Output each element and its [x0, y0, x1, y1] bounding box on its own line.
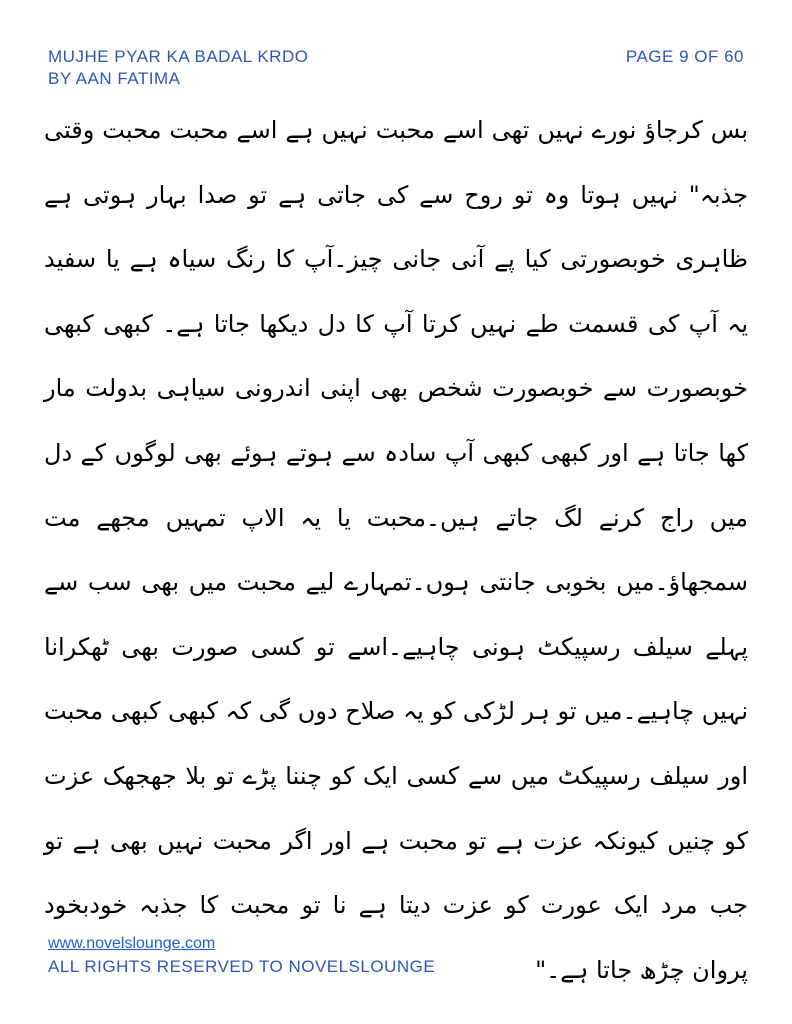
document-header-left: [48, 46, 308, 90]
author-line: BY AAN FATIMA: [48, 69, 181, 88]
novel-title: MUJHE PYAR KA BADAL KRDO: [48, 47, 309, 66]
rights-reserved-notice: ALL RIGHTS RESERVED TO NOVELSLOUNGE: [48, 957, 436, 976]
website-link[interactable]: www.novelslounge.com: [48, 935, 216, 952]
page-number: PAGE 9 OF 60: [625, 47, 744, 66]
novel-body-paragraph: بس کرجاؤ نورے نہیں تھی اسے محبت نہیں ہے اسے محبت محبت وقتی جذبہ" نہیں ہوتا وہ تو روح سے کی جاتی ہے تو صدا بہار ہوتی ہے ظاہری خوبصورتی کیا پے آنی جانی چیز۔آپ کا رنگ سیاہ ہے یا سفید یہ آپ کی قسمت طے نہیں کرتا آپ کا دل دیکھا جاتا ہے۔ کبھی کبھی خوبصورت سے خوبصورت شخص بھی اپنی اندرونی سیاہی بدولت مار کھا جاتا ہے اور کبھی کبھی آپ سادہ سے ہوتے ہوئے بھی لوگوں کے دل میں راج کرنے لگ جاتے ہیں۔محبت یا یہ الاپ تمہیں مجھے مت سمجھاؤ۔میں بخوبی جانتی ہوں۔تمہارے لیے محبت میں بھی سب سے پہلے سیلف رسپیکٹ ہونی چاہیے۔اسے تو کسی صورت بھی ٹھکرانا نہیں چاہیے۔میں تو ہر لڑکی کو یہ صلاح دوں گی کہ کبھی کبھی محبت اور سیلف رسپیکٹ میں سے کسی ایک کو چننا پڑے تو بلا جھجھک عزت کو چنیں کیونکہ عزت ہے تو محبت ہے اور اگر محبت نہیں بھی ہے تو جب مرد ایک عورت کو عزت دیتا ہے نا تو محبت کا جذبہ خودبخود پروان چڑھ جاتا ہے۔": [44, 116, 748, 984]
